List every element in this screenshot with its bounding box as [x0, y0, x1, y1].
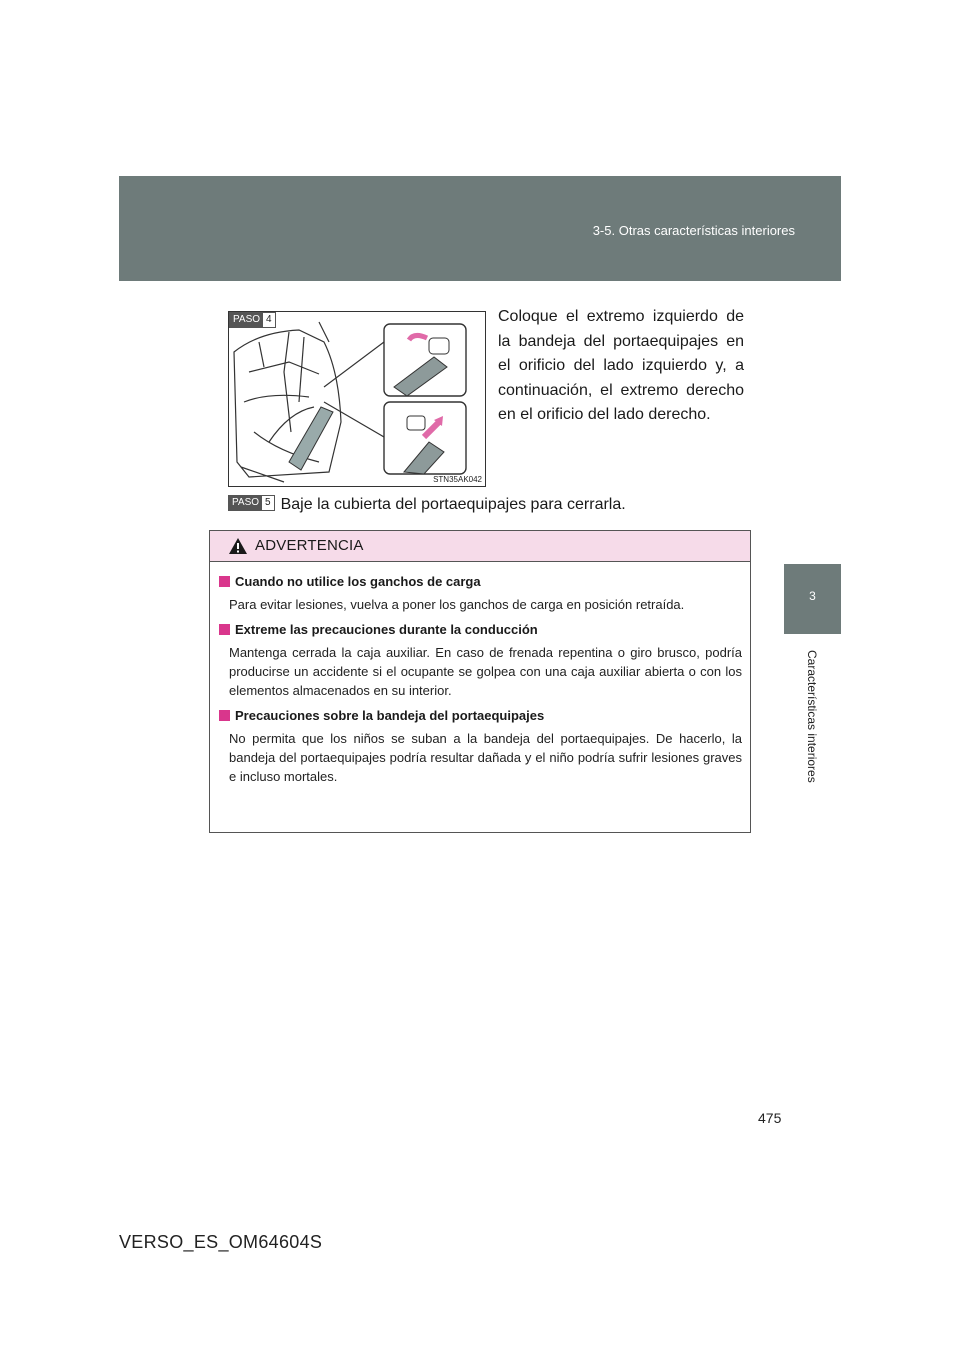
step-word: PASO	[229, 496, 262, 510]
header-band	[119, 176, 841, 281]
warning-item-title	[219, 622, 742, 637]
warning-box	[209, 530, 751, 833]
warning-title: ADVERTENCIA	[255, 537, 364, 554]
document-code: VERSO_ES_OM64604S	[119, 1232, 323, 1252]
step5-row	[228, 496, 626, 514]
chapter-tab	[784, 564, 841, 634]
page-number: 475	[758, 1110, 782, 1126]
warning-item-text: Para evitar lesiones, vuelva a poner los ganchos de carga en posición retraída.	[229, 597, 685, 612]
warning-item-title-text: Extreme las precauciones durante la conducción	[235, 622, 538, 637]
chapter-number: 3	[809, 589, 816, 603]
step5-badge	[228, 495, 275, 511]
step4-illustration	[228, 311, 486, 487]
chapter-title: Características interiores	[804, 650, 819, 783]
bullet-square-icon	[219, 624, 230, 635]
warning-item-title	[219, 708, 742, 723]
step5-instruction: Baje la cubierta del portaequipajes para cerrarla.	[280, 496, 626, 513]
warning-body	[210, 562, 750, 786]
step-number: 4	[263, 313, 275, 327]
step-word: PASO	[230, 313, 263, 327]
warning-item-title-text: Cuando no utilice los ganchos de carga	[235, 574, 481, 589]
warning-item-title	[219, 574, 742, 589]
bullet-square-icon	[219, 576, 230, 587]
section-title: 3-5. Otras características interiores	[592, 223, 795, 238]
car-trunk-illustration	[229, 312, 485, 486]
warning-item-text: No permita que los niños se suban a la bandeja del portaequipajes. De hacerlo, la bandeja del portaequipajes podría resultar dañada y el niño podría sufrir lesiones graves e incluso mortales.	[229, 731, 742, 784]
step4-badge	[229, 312, 276, 328]
warning-triangle-icon	[228, 537, 248, 555]
warning-item-text: Mantenga cerrada la caja auxiliar. En caso de frenada repentina o giro brusco, podría producirse un accidente si el ocupante se golpea con una caja auxiliar abierta o con los elementos almacenados en su interior.	[229, 645, 742, 698]
figure-code: STN35AK042	[433, 475, 482, 484]
bullet-square-icon	[219, 710, 230, 721]
warning-item-title-text: Precauciones sobre la bandeja del portaequipajes	[235, 708, 545, 723]
warning-header	[210, 531, 750, 562]
step4-instruction: Coloque el extremo izquierdo de la bandeja del portaequipajes en el orificio del lado izquierdo y, a continuación, el extremo derecho en el orificio del lado derecho.	[498, 308, 744, 423]
step-number: 5	[262, 496, 274, 510]
chapter-side-label	[784, 650, 841, 810]
